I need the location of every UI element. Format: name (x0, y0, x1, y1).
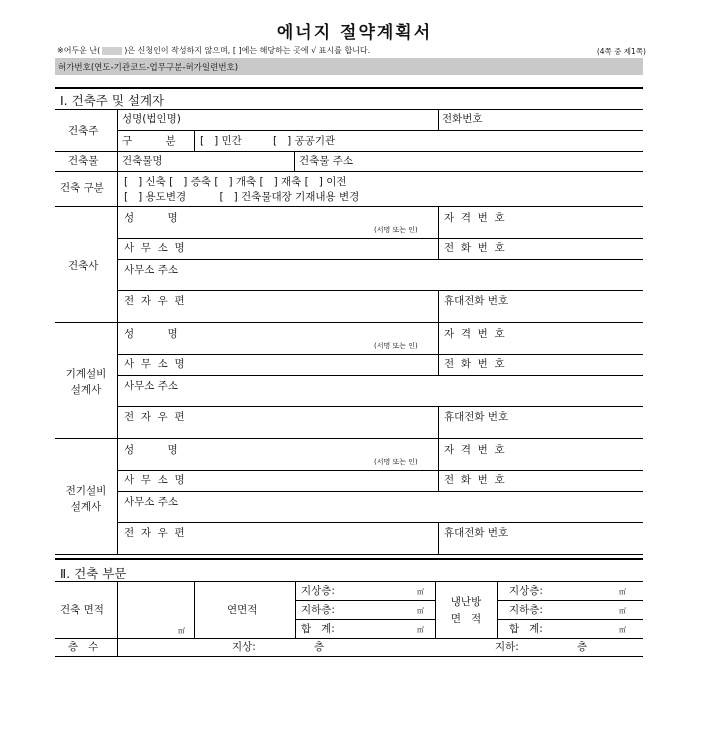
owner-type-label: 구 분 (122, 135, 176, 147)
section1-title: Ⅰ. 건축주 및 설계자 (60, 93, 165, 108)
hvac-area-label-line1: 냉난방 (450, 596, 482, 608)
instruction-notice (57, 45, 370, 56)
document-title: 에너지 절약계획서 (276, 23, 433, 43)
designer2-label-line2: 설계사 (70, 384, 102, 396)
designer3-office-label: 사 무 소 명 (124, 474, 185, 486)
designer1-address-label: 사무소 주소 (124, 264, 179, 276)
designer1-label: 건축사 (68, 260, 99, 272)
designer1-mobile-label: 휴대전화 번호 (444, 295, 509, 307)
designer1-email-label: 전 자 우 편 (124, 295, 185, 307)
page-indicator: (4쪽 중 제1쪽) (596, 47, 646, 56)
floors-above-unit: 층 (314, 641, 325, 653)
owner-phone-label: 전화번호 (442, 113, 483, 125)
floor-area-below-unit: ㎡ (417, 607, 424, 615)
floors-label: 층 수 (68, 641, 99, 653)
designer3-signature-hint: (서명 또는 인) (374, 458, 418, 466)
floor-area-below-label: 지하층: (301, 604, 335, 616)
section2-top-border (55, 558, 643, 560)
section1-top-border (55, 87, 643, 89)
designer1-office-label: 사 무 소 명 (124, 242, 185, 254)
category-label: 건축 구분 (60, 182, 104, 194)
hvac-area-above-unit: ㎡ (619, 588, 626, 596)
designer1-phone-label: 전 화 번 호 (444, 242, 505, 254)
notice-prefix: ※어두운 난( (57, 46, 101, 55)
designer2-license-label: 자 격 번 호 (444, 328, 505, 340)
designer3-phone-label: 전 화 번 호 (444, 474, 505, 486)
floor-area-total-label: 합 계: (301, 623, 335, 635)
section2-title-border (55, 581, 643, 582)
floors-above-label: 지상: (232, 641, 256, 653)
designer2-address-label: 사무소 주소 (124, 380, 179, 392)
notice-suffix: )은 신청인이 작성하지 않으며, [ ]에는 해당하는 곳에 √ 표시를 합니다. (124, 46, 371, 55)
designer2-label-line1: 기계설비 (65, 368, 107, 380)
building-label: 건축물 (68, 155, 99, 167)
designer2-phone-label: 전 화 번 호 (444, 358, 505, 370)
designer2-signature-hint: (서명 또는 인) (374, 342, 418, 350)
hvac-area-above-label: 지상층: (509, 585, 543, 597)
building-area-unit: ㎡ (178, 627, 185, 635)
hvac-area-below-unit: ㎡ (619, 607, 626, 615)
designer2-mobile-label: 휴대전화 번호 (444, 411, 509, 423)
hvac-area-total-unit: ㎡ (619, 626, 626, 634)
designer3-label-line1: 전기설비 (65, 485, 107, 497)
category-options-line2[interactable]: [ ] 용도변경 [ ] 건축물대장 기재내용 변경 (124, 191, 360, 203)
owner-label: 건축주 (68, 125, 99, 137)
designer3-license-label: 자 격 번 호 (444, 444, 505, 456)
designer3-name-label: 성 명 (124, 444, 178, 456)
designer1-license-label: 자 격 번 호 (444, 212, 505, 224)
private-checkbox[interactable]: [ ] 민간 (200, 135, 242, 147)
designer3-mobile-label: 휴대전화 번호 (444, 527, 509, 539)
hvac-area-label-line2: 면 적 (450, 613, 482, 625)
designer3-address-label: 사무소 주소 (124, 496, 179, 508)
public-checkbox[interactable]: [ ] 공공기관 (273, 135, 336, 147)
section2-title: Ⅱ. 건축 부문 (60, 566, 127, 581)
designer2-office-label: 사 무 소 명 (124, 358, 185, 370)
category-options-line1[interactable]: [ ] 신축 [ ] 증축 [ ] 개축 [ ] 재축 [ ] 이전 (124, 176, 347, 188)
designer1-signature-hint: (서명 또는 인) (374, 226, 418, 234)
section1-title-border (55, 109, 643, 110)
building-area-label: 건축 면적 (60, 604, 104, 616)
permit-number-bar (55, 58, 643, 75)
floors-below-label: 지하: (495, 641, 519, 653)
building-name-label: 건축물명 (122, 155, 163, 167)
designer2-email-label: 전 자 우 편 (124, 411, 185, 423)
hvac-area-below-label: 지하층: (509, 604, 543, 616)
designer2-name-label: 성 명 (124, 328, 178, 340)
permit-number-label: 허가번호(연도-기관코드-업무구분-허가일련번호) (58, 63, 239, 73)
designer3-email-label: 전 자 우 편 (124, 527, 185, 539)
building-address-label: 건축물 주소 (299, 155, 354, 167)
shaded-box-sample (102, 47, 122, 55)
designer1-name-label: 성 명 (124, 212, 178, 224)
floor-area-label: 연면적 (227, 604, 258, 616)
floor-area-above-label: 지상층: (301, 585, 335, 597)
owner-name-label: 성명(법인명) (122, 113, 181, 125)
hvac-area-total-label: 합 계: (509, 623, 543, 635)
floor-area-above-unit: ㎡ (417, 588, 424, 596)
floor-area-total-unit: ㎡ (417, 626, 424, 634)
designer3-label-line2: 설계사 (70, 501, 102, 513)
floors-below-unit: 층 (577, 641, 588, 653)
